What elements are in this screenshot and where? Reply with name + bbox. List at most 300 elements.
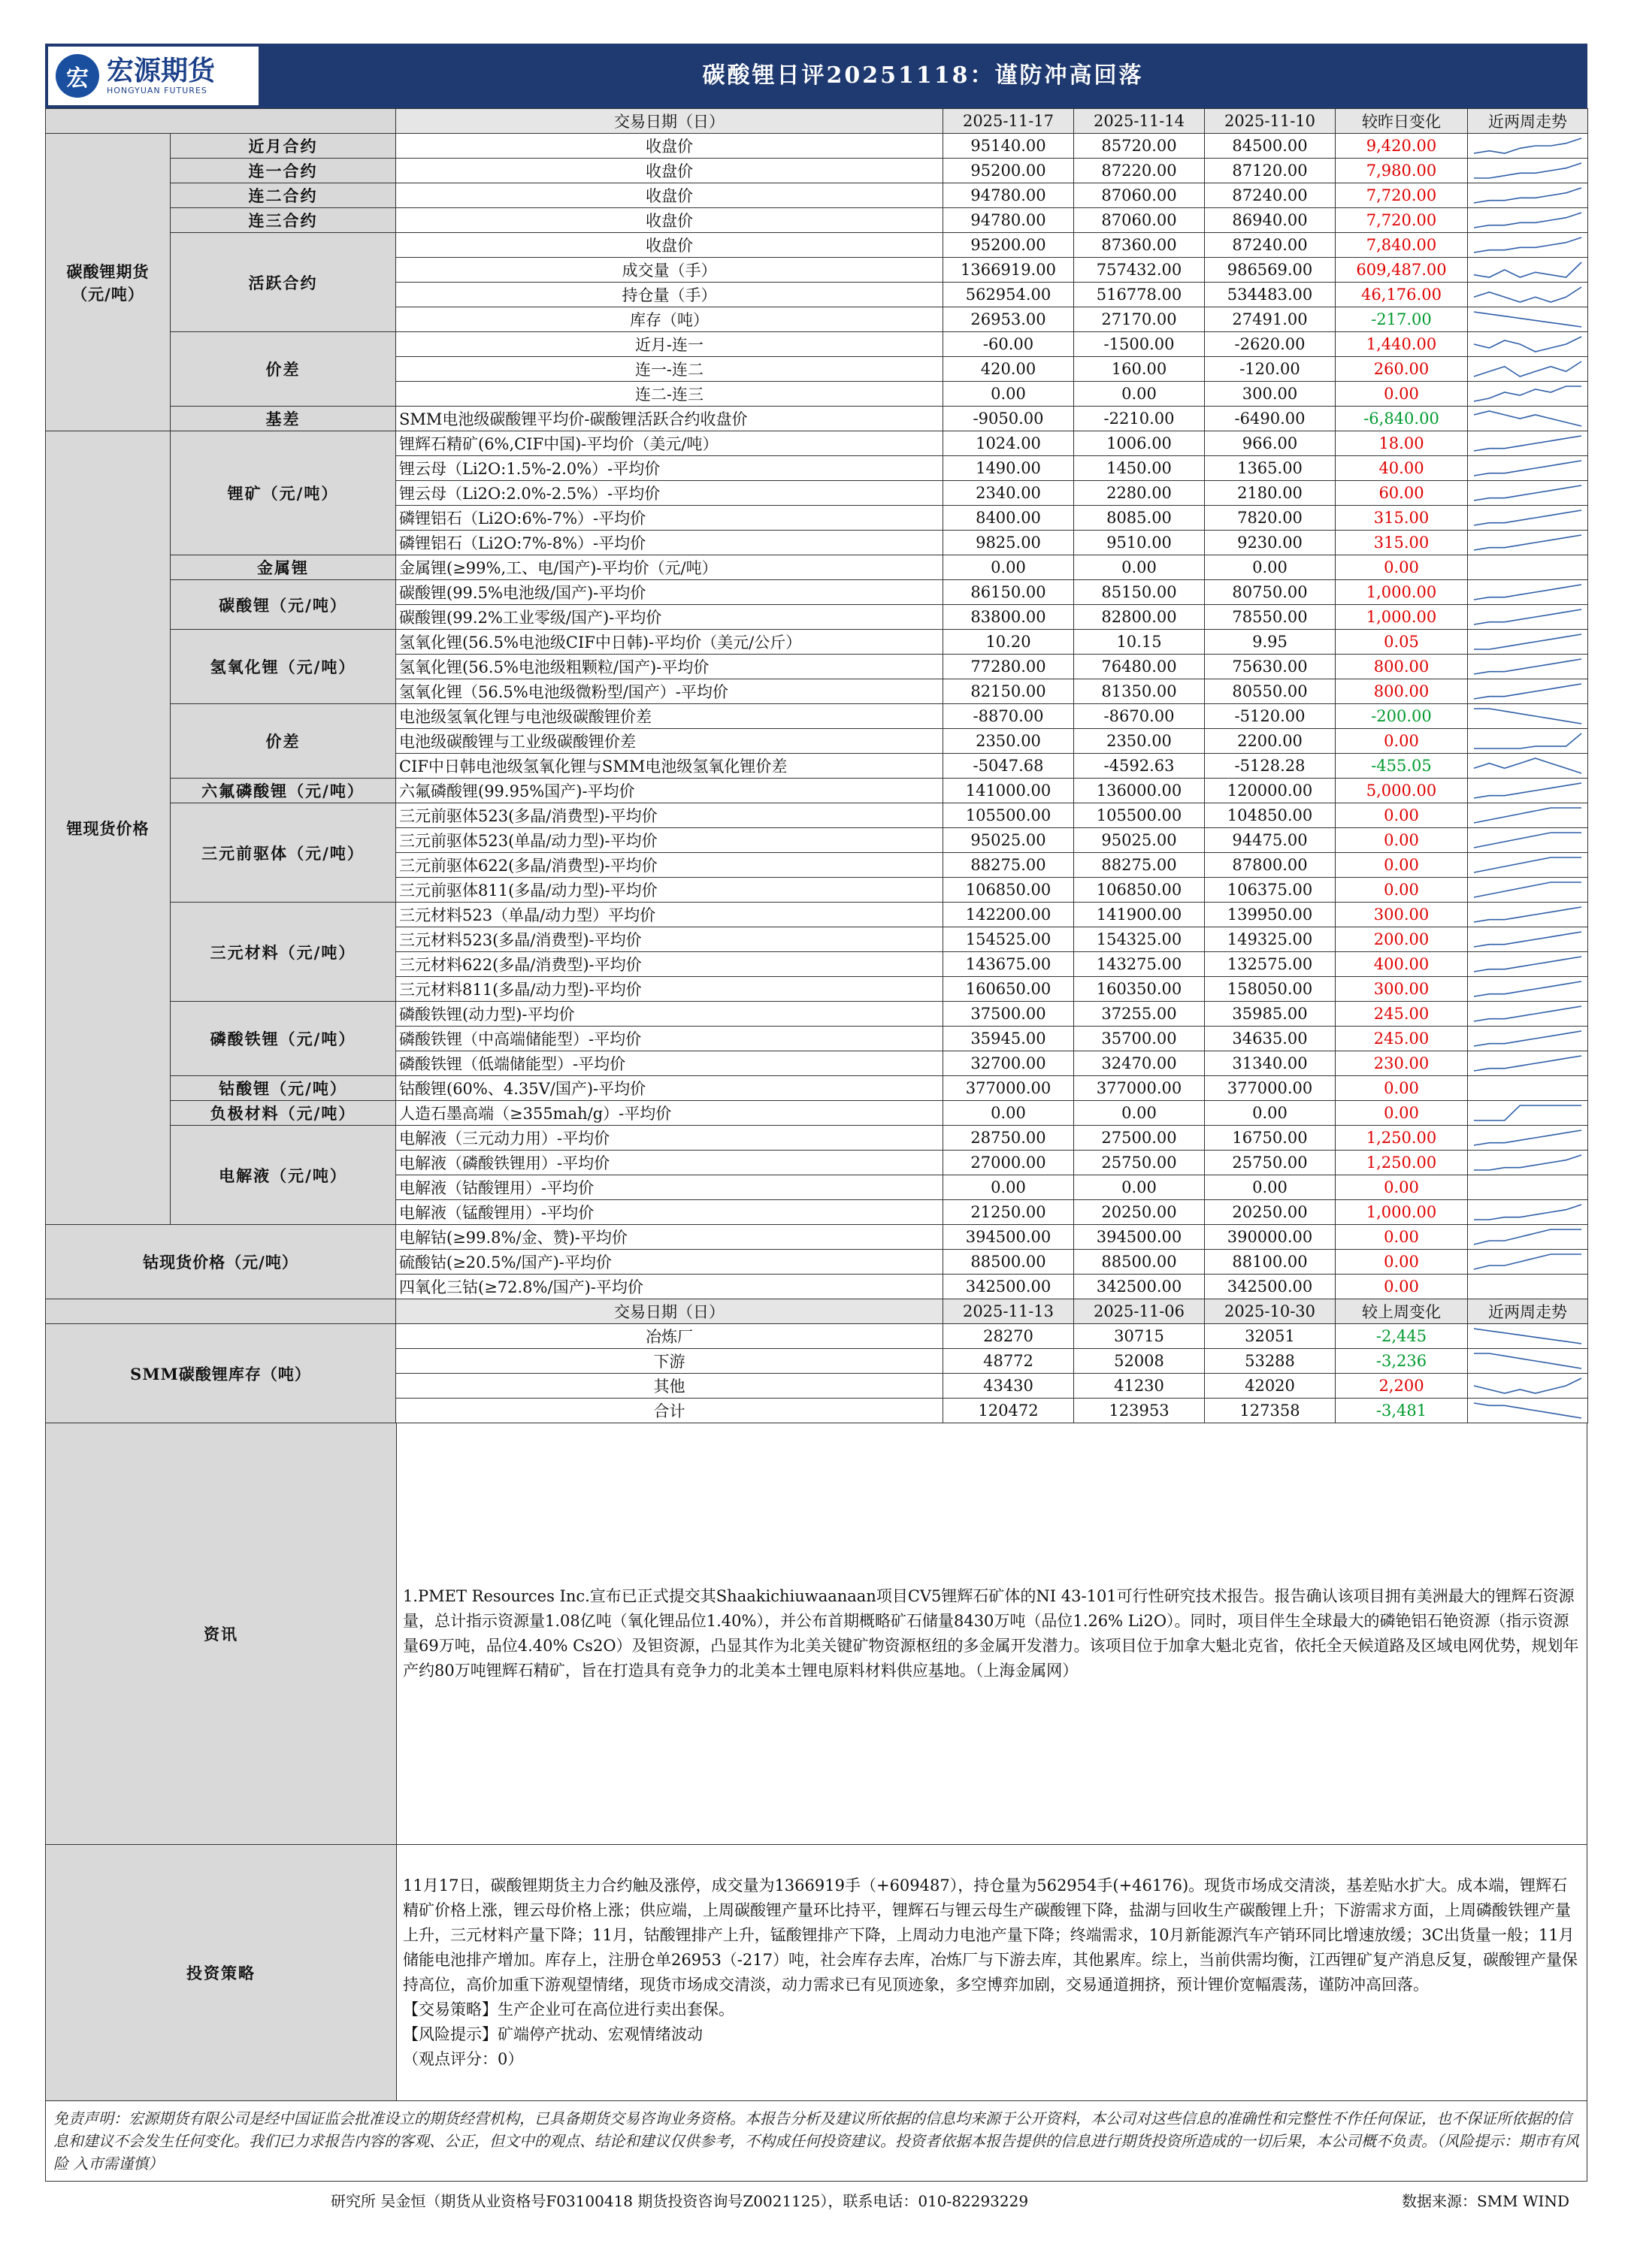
value-cell: 10.20 (943, 630, 1074, 655)
table-row (46, 407, 1588, 431)
value-cell: 87800.00 (1205, 853, 1336, 878)
trend-sparkline (1468, 729, 1588, 754)
indicator-name: 磷酸铁锂（低端储能型）-平均价 (396, 1051, 943, 1076)
value-cell: 21250.00 (943, 1200, 1074, 1225)
value-cell: 87220.00 (1074, 159, 1205, 183)
news-text: 1.PMET Resources Inc.宣布已正式提交其Shaakichiuwaanaan项目CV5锂辉石矿体的NI 43-101可行性研究技术报告。报告确认该项目拥有美洲最大的锂辉石资源量，总计指示资源量1.08亿吨（氧化锂品位1.40%），并公布首期概略矿石储量8430万吨（品位1.26% Li2O）。同时，项目伴生全球最大的磷铯铝石铯资源（指示资源量69万吨，品位4.40% Cs2O）及钽资源，凸显其作为北美关键矿物资源枢纽的多金属开发潜力。该项目位于加拿大魁北克省，依托全天候道路及区域电网优势，规划年产约80万吨锂辉石精矿，旨在打造具有竞争力的北美本土锂电原料材料供应基地。（上海金属网） (403, 1587, 1579, 1680)
trend-sparkline (1468, 878, 1588, 903)
sparkline-path (1474, 535, 1581, 550)
value-cell: 394500.00 (1074, 1225, 1205, 1250)
value-cell: 48772 (943, 1349, 1074, 1374)
value-cell: 75630.00 (1205, 655, 1336, 679)
value-cell: 516778.00 (1074, 283, 1205, 307)
sparkline-path (1474, 213, 1581, 228)
trend-sparkline (1468, 1151, 1588, 1175)
value-cell: 377000.00 (943, 1076, 1074, 1101)
trend-sparkline (1468, 506, 1588, 531)
indicator-name: 人造石墨高端（≥355mah/g）-平均价 (396, 1101, 943, 1126)
trend-sparkline (1468, 1051, 1588, 1076)
header-blank (46, 109, 396, 134)
indicator-name: 电解液（磷酸铁锂用）-平均价 (396, 1151, 943, 1175)
indicator-name: 三元材料811(多晶/动力型)-平均价 (396, 977, 943, 1002)
value-cell: 35700.00 (1074, 1027, 1205, 1051)
indicator-name: 磷锂铝石（Li2O:7%-8%）-平均价 (396, 531, 943, 555)
group-label: 连一合约 (171, 159, 396, 183)
value-cell: 52008 (1074, 1349, 1205, 1374)
value-cell: 94780.00 (943, 208, 1074, 233)
value-cell: 86940.00 (1205, 208, 1336, 233)
trend-sparkline (1468, 903, 1588, 927)
trend-sparkline (1468, 655, 1588, 679)
value-cell: 42020 (1205, 1374, 1336, 1399)
indicator-name: 钴酸锂(60%、4.35V/国产)-平均价 (396, 1076, 943, 1101)
value-cell: 27491.00 (1205, 307, 1336, 332)
company-logo (48, 47, 259, 105)
sparkline-path (1474, 1353, 1581, 1368)
table-row (46, 580, 1588, 605)
sparkline-path (1474, 1378, 1581, 1393)
sparkline-path (1474, 1105, 1581, 1120)
change-cell: 0.00 (1336, 1225, 1468, 1250)
value-cell: 106850.00 (1074, 878, 1205, 903)
value-cell: 154325.00 (1074, 927, 1205, 952)
indicator-name: CIF中日韩电池级氢氧化锂与SMM电池级氢氧化锂价差 (396, 754, 943, 779)
value-cell: 88275.00 (1074, 853, 1205, 878)
table-row (46, 903, 1588, 927)
indicator-name: 收盘价 (396, 233, 943, 258)
trend-sparkline (1468, 927, 1588, 952)
change-cell: 0.00 (1336, 803, 1468, 828)
value-cell: 143675.00 (943, 952, 1074, 977)
trend-sparkline (1468, 1275, 1588, 1299)
value-cell: 9510.00 (1074, 531, 1205, 555)
change-cell: 300.00 (1336, 977, 1468, 1002)
value-cell: -5128.28 (1205, 754, 1336, 779)
value-cell: 139950.00 (1205, 903, 1336, 927)
group-label: 基差 (171, 407, 396, 431)
change-cell: 0.00 (1336, 1250, 1468, 1275)
value-cell: 104850.00 (1205, 803, 1336, 828)
trend-sparkline (1468, 159, 1588, 183)
indicator-name: 锂辉石精矿(6%,CIF中国)-平均价（美元/吨） (396, 431, 943, 456)
trend-sparkline (1468, 1101, 1588, 1126)
change-cell: 0.00 (1336, 1275, 1468, 1299)
sparkline-path (1474, 709, 1581, 724)
value-cell: 1006.00 (1074, 431, 1205, 456)
value-cell: 106850.00 (943, 878, 1074, 903)
value-cell: 87120.00 (1205, 159, 1336, 183)
sparkline-path (1474, 436, 1581, 451)
price-table (45, 108, 1588, 1423)
value-cell: 966.00 (1205, 431, 1336, 456)
trend-sparkline (1468, 555, 1588, 580)
trend-sparkline (1468, 283, 1588, 307)
sparkline-path (1474, 138, 1581, 153)
value-cell: 342500.00 (1205, 1275, 1336, 1299)
value-cell: 20250.00 (1205, 1200, 1336, 1225)
trend-sparkline (1468, 1324, 1588, 1349)
table-row (46, 134, 1588, 159)
disclaimer: 免责声明：宏源期货有限公司是经中国证监会批准设立的期货经营机构，已具备期货交易咨询业务资格。本报告分析及建议所依据的信息均来源于公开资料，本公司对这些信息的准确性和完整性不作任何保证，也不保证所依据的信息和建议不会发生任何变化。我们已力求报告内容的客观、公正，但文中的观点、结论和建议仅供参考，不构成任何投资建议。投资者依据本报告提供的信息进行期货投资所造成的一切后果，本公司概不负责。（风险提示：期市有风险 入市需谨慎） (45, 2101, 1587, 2182)
value-cell: -2210.00 (1074, 407, 1205, 431)
group-label: 六氟磷酸锂（元/吨） (171, 779, 396, 803)
sparkline-path (1474, 1403, 1581, 1418)
value-cell: 2350.00 (943, 729, 1074, 754)
value-cell: 757432.00 (1074, 258, 1205, 283)
value-cell: -60.00 (943, 332, 1074, 357)
sparkline-path (1474, 758, 1581, 773)
table-row (46, 630, 1588, 655)
sparkline-path (1474, 659, 1581, 674)
value-cell: 0.00 (1205, 1101, 1336, 1126)
value-cell: 25750.00 (1074, 1151, 1205, 1175)
sparkline-path (1474, 1155, 1581, 1170)
change-cell: -2,445 (1336, 1324, 1468, 1349)
trend-sparkline (1468, 183, 1588, 208)
news-label: 资讯 (46, 1423, 397, 1844)
table-row (46, 1324, 1588, 1349)
change-cell: 800.00 (1336, 655, 1468, 679)
value-cell: -1500.00 (1074, 332, 1205, 357)
value-cell: 87060.00 (1074, 183, 1205, 208)
change-cell: 1,250.00 (1336, 1126, 1468, 1151)
value-cell: 420.00 (943, 357, 1074, 382)
value-cell: 120472 (943, 1399, 1074, 1423)
table-row (46, 183, 1588, 208)
value-cell: -5120.00 (1205, 704, 1336, 729)
sparkline-path (1474, 485, 1581, 500)
indicator-name: 电池级碳酸锂与工业级碳酸锂价差 (396, 729, 943, 754)
indicator-name: 收盘价 (396, 208, 943, 233)
value-cell: 88500.00 (943, 1250, 1074, 1275)
table-row (46, 332, 1588, 357)
group-label: 价差 (171, 704, 396, 779)
value-cell: 9.95 (1205, 630, 1336, 655)
indicator-name: 收盘价 (396, 159, 943, 183)
value-cell: 0.00 (1074, 555, 1205, 580)
category-label: 碳酸锂期货（元/吨） (46, 134, 171, 431)
category-label: SMM碳酸锂库存（吨） (46, 1324, 396, 1423)
value-cell: 158050.00 (1205, 977, 1336, 1002)
footer (45, 2182, 1587, 2211)
sparkline-path (1474, 510, 1581, 525)
sparkline-path (1474, 163, 1581, 178)
change-cell: 300.00 (1336, 903, 1468, 927)
value-cell: 160350.00 (1074, 977, 1205, 1002)
value-cell: 83800.00 (943, 605, 1074, 630)
value-cell: 95200.00 (943, 233, 1074, 258)
indicator-name: 三元材料523(多晶/消费型)-平均价 (396, 927, 943, 952)
sparkline-path (1474, 386, 1581, 401)
indicator-name: 连二-连三 (396, 382, 943, 407)
group-label: 碳酸锂（元/吨） (171, 580, 396, 630)
value-cell: 143275.00 (1074, 952, 1205, 977)
change-cell: 400.00 (1336, 952, 1468, 977)
trend-sparkline (1468, 407, 1588, 431)
change-cell: 7,720.00 (1336, 183, 1468, 208)
value-cell: 0.00 (943, 1175, 1074, 1200)
value-cell: 85720.00 (1074, 134, 1205, 159)
group-label: 连三合约 (171, 208, 396, 233)
value-cell: 35985.00 (1205, 1002, 1336, 1027)
value-cell: 28270 (943, 1324, 1074, 1349)
sparkline-path (1474, 287, 1581, 302)
sparkline-path (1474, 237, 1581, 253)
indicator-name: 碳酸锂(99.5%电池级/国产)-平均价 (396, 580, 943, 605)
change-cell: 200.00 (1336, 927, 1468, 952)
strategy-score: （观点评分：0） (403, 2050, 524, 2068)
value-cell: -5047.68 (943, 754, 1074, 779)
group-label: 负极材料（元/吨） (171, 1101, 396, 1126)
value-cell: 31340.00 (1205, 1051, 1336, 1076)
value-cell: 37255.00 (1074, 1002, 1205, 1027)
trend-sparkline (1468, 332, 1588, 357)
trend-sparkline (1468, 1225, 1588, 1250)
value-cell: 136000.00 (1074, 779, 1205, 803)
trend-sparkline (1468, 1027, 1588, 1051)
table-row (46, 1101, 1588, 1126)
value-cell: 27500.00 (1074, 1126, 1205, 1151)
change-cell: 315.00 (1336, 506, 1468, 531)
change-cell: 2,200 (1336, 1374, 1468, 1399)
change-cell: 7,840.00 (1336, 233, 1468, 258)
indicator-name: 氢氧化锂（56.5%电池级微粉型/国产）-平均价 (396, 679, 943, 704)
strategy-label: 投资策略 (46, 1845, 397, 2100)
value-cell: 95200.00 (943, 159, 1074, 183)
value-cell: 0.00 (1074, 382, 1205, 407)
value-cell: 2180.00 (1205, 481, 1336, 506)
indicator-name: 锂云母（Li2O:2.0%-2.5%）-平均价 (396, 481, 943, 506)
table-row (46, 208, 1588, 233)
value-cell: -4592.63 (1074, 754, 1205, 779)
value-cell: 86150.00 (943, 580, 1074, 605)
group-label: 三元材料（元/吨） (171, 903, 396, 1002)
value-cell: 9230.00 (1205, 531, 1336, 555)
sparkline-path (1474, 461, 1581, 476)
value-cell: 20250.00 (1074, 1200, 1205, 1225)
change-cell: 609,487.00 (1336, 258, 1468, 283)
change-cell: 0.00 (1336, 729, 1468, 754)
value-cell: 95025.00 (943, 828, 1074, 853)
change-cell: 60.00 (1336, 481, 1468, 506)
indicator-name: 磷酸铁锂(动力型)-平均价 (396, 1002, 943, 1027)
indicator-name: 磷酸铁锂（中高端储能型）-平均价 (396, 1027, 943, 1051)
table-row (46, 233, 1588, 258)
indicator-name: 金属锂(≥99%,工、电/国产)-平均价（元/吨） (396, 555, 943, 580)
trend-sparkline (1468, 258, 1588, 283)
change-cell: 245.00 (1336, 1027, 1468, 1051)
table-row (46, 555, 1588, 580)
column-header: 2025-11-13 (943, 1299, 1074, 1324)
indicator-name: 磷锂铝石（Li2O:6%-7%）-平均价 (396, 506, 943, 531)
change-cell: -200.00 (1336, 704, 1468, 729)
value-cell: 7820.00 (1205, 506, 1336, 531)
category-label: 钴现货价格（元/吨） (46, 1225, 396, 1299)
sparkline-path (1474, 361, 1581, 376)
indicator-name: 四氧化三钴(≥72.8%/国产)-平均价 (396, 1275, 943, 1299)
header-blank (46, 1299, 396, 1324)
indicator-name: 锂云母（Li2O:1.5%-2.0%）-平均价 (396, 456, 943, 481)
value-cell: 0.00 (1074, 1101, 1205, 1126)
trend-sparkline (1468, 134, 1588, 159)
value-cell: 154525.00 (943, 927, 1074, 952)
report-page (45, 44, 1587, 2211)
value-cell: 127358 (1205, 1399, 1336, 1423)
value-cell: 160650.00 (943, 977, 1074, 1002)
value-cell: 32470.00 (1074, 1051, 1205, 1076)
strategy-risk: 【风险提示】矿端停产扰动、宏观情绪波动 (403, 2025, 703, 2043)
column-header: 2025-11-17 (943, 109, 1074, 134)
strategy-text: 11月17日，碳酸锂期货主力合约触及涨停，成交量为1366919手（+609487），持仓量为562954手(+46176)。现货市场成交清淡，基差贴水扩大。成本端，锂辉石精矿价格上涨，锂云母价格上涨；供应端，上周碳酸锂产量环比持平，锂辉石与锂云母生产碳酸锂下降，盐湖与回收生产碳酸锂上升；下游需求方面，上周磷酸铁锂产量上升，三元材料产量下降；11月，钴酸锂排产上升，锰酸锂排产下降，上周动力电池产量下降；终端需求，10月新能源汽车产销环同比增速放缓；3C出货量一般；11月储能电池排产增加。库存上，注册仓单26953（-217）吨，社会库存去库，冶炼厂与下游去库，其他累库。综上，当前供需均衡，江西锂矿复产消息反复，碳酸锂产量保持高位，高价加重下游观望情绪，现货市场成交清淡，动力需求已有见顶迹象，多空博弈加剧，交易通道拥挤，预计锂价宽幅震荡，谨防冲高回落。 (403, 1876, 1578, 1994)
sparkline-path (1474, 1329, 1581, 1344)
sparkline-path (1474, 312, 1581, 327)
group-label: 金属锂 (171, 555, 396, 580)
value-cell: 95140.00 (943, 134, 1074, 159)
trend-sparkline (1468, 1002, 1588, 1027)
trend-sparkline (1468, 1399, 1588, 1423)
indicator-name: 库存（吨） (396, 307, 943, 332)
value-cell: 1450.00 (1074, 456, 1205, 481)
trend-sparkline (1468, 779, 1588, 803)
change-cell: 1,000.00 (1336, 605, 1468, 630)
indicator-name: 三元前驱体523(多晶/消费型)-平均价 (396, 803, 943, 828)
sparkline-path (1474, 1056, 1581, 1071)
indicator-name: 电解液（三元动力用）-平均价 (396, 1126, 943, 1151)
trend-sparkline (1468, 853, 1588, 878)
group-label: 价差 (171, 332, 396, 407)
value-cell: 25750.00 (1205, 1151, 1336, 1175)
trend-sparkline (1468, 679, 1588, 704)
group-label: 连二合约 (171, 183, 396, 208)
table-row (46, 779, 1588, 803)
change-cell: 0.00 (1336, 555, 1468, 580)
indicator-name: 下游 (396, 1349, 943, 1374)
value-cell: 120000.00 (1205, 779, 1336, 803)
change-cell: -3,481 (1336, 1399, 1468, 1423)
value-cell: 88100.00 (1205, 1250, 1336, 1275)
value-cell: 30715 (1074, 1324, 1205, 1349)
indicator-name: SMM电池级碳酸锂平均价-碳酸锂活跃合约收盘价 (396, 407, 943, 431)
change-cell: -455.05 (1336, 754, 1468, 779)
change-cell: 800.00 (1336, 679, 1468, 704)
report-header (45, 44, 1587, 108)
indicator-name: 三元材料622(多晶/消费型)-平均价 (396, 952, 943, 977)
change-cell: 315.00 (1336, 531, 1468, 555)
value-cell: 82150.00 (943, 679, 1074, 704)
value-cell: 0.00 (1205, 1175, 1336, 1200)
change-cell: 1,250.00 (1336, 1151, 1468, 1175)
change-cell: 0.00 (1336, 828, 1468, 853)
value-cell: 88275.00 (943, 853, 1074, 878)
change-cell: 1,440.00 (1336, 332, 1468, 357)
indicator-name: 成交量（手） (396, 258, 943, 283)
change-cell: 7,720.00 (1336, 208, 1468, 233)
value-cell: 149325.00 (1205, 927, 1336, 952)
change-cell: -217.00 (1336, 307, 1468, 332)
value-cell: 32051 (1205, 1324, 1336, 1349)
change-cell: 1,000.00 (1336, 1200, 1468, 1225)
value-cell: 2280.00 (1074, 481, 1205, 506)
sparkline-path (1474, 833, 1581, 848)
value-cell: -8670.00 (1074, 704, 1205, 729)
category-label: 锂现货价格 (46, 431, 171, 1225)
trend-sparkline (1468, 1374, 1588, 1399)
value-cell: 2350.00 (1074, 729, 1205, 754)
indicator-name: 三元前驱体523(单晶/动力型)-平均价 (396, 828, 943, 853)
sparkline-path (1474, 1254, 1581, 1269)
value-cell: 32700.00 (943, 1051, 1074, 1076)
indicator-name: 合计 (396, 1399, 943, 1423)
column-header: 2025-11-06 (1074, 1299, 1205, 1324)
value-cell: 0.00 (943, 1101, 1074, 1126)
trend-sparkline (1468, 233, 1588, 258)
trend-sparkline (1468, 977, 1588, 1002)
value-cell: 81350.00 (1074, 679, 1205, 704)
change-cell: 245.00 (1336, 1002, 1468, 1027)
value-cell: -2620.00 (1205, 332, 1336, 357)
value-cell: 80550.00 (1205, 679, 1336, 704)
value-cell: 87060.00 (1074, 208, 1205, 233)
value-cell: 394500.00 (943, 1225, 1074, 1250)
indicator-name: 三元材料523（单晶/动力型）平均价 (396, 903, 943, 927)
value-cell: 16750.00 (1205, 1126, 1336, 1151)
value-cell: 87240.00 (1205, 183, 1336, 208)
change-cell: 0.00 (1336, 382, 1468, 407)
indicator-name: 电解钴(≥99.8%/金、赞)-平均价 (396, 1225, 943, 1250)
group-label: 电解液（元/吨） (171, 1126, 396, 1225)
value-cell: 160.00 (1074, 357, 1205, 382)
value-cell: 141000.00 (943, 779, 1074, 803)
sparkline-path (1474, 932, 1581, 947)
strategy-section (45, 1845, 1587, 2101)
indicator-name: 碳酸锂(99.2%工业零级/国产)-平均价 (396, 605, 943, 630)
sparkline-path (1474, 1130, 1581, 1145)
column-header: 2025-11-14 (1074, 109, 1205, 134)
value-cell: 132575.00 (1205, 952, 1336, 977)
value-cell: 84500.00 (1205, 134, 1336, 159)
value-cell: 0.00 (1074, 1175, 1205, 1200)
trend-sparkline (1468, 431, 1588, 456)
column-header: 近两周走势 (1468, 1299, 1588, 1324)
table-row (46, 803, 1588, 828)
change-cell: 260.00 (1336, 357, 1468, 382)
value-cell: 106375.00 (1205, 878, 1336, 903)
sparkline-path (1474, 783, 1581, 798)
column-header: 近两周走势 (1468, 109, 1588, 134)
value-cell: 43430 (943, 1374, 1074, 1399)
change-cell: 230.00 (1336, 1051, 1468, 1076)
indicator-name: 三元前驱体811(多晶/动力型)-平均价 (396, 878, 943, 903)
value-cell: 87240.00 (1205, 233, 1336, 258)
change-cell: 9,420.00 (1336, 134, 1468, 159)
sparkline-path (1474, 262, 1581, 277)
sparkline-path (1474, 1031, 1581, 1046)
sparkline-path (1474, 957, 1581, 972)
sparkline-path (1474, 808, 1581, 823)
trend-sparkline (1468, 456, 1588, 481)
value-cell: 35945.00 (943, 1027, 1074, 1051)
value-cell: 82800.00 (1074, 605, 1205, 630)
value-cell: 1366919.00 (943, 258, 1074, 283)
trend-sparkline (1468, 1175, 1588, 1200)
value-cell: 377000.00 (1205, 1076, 1336, 1101)
sparkline-path (1474, 1205, 1581, 1220)
change-cell: 0.05 (1336, 630, 1468, 655)
value-cell: 390000.00 (1205, 1225, 1336, 1250)
sparkline-path (1474, 733, 1581, 748)
indicator-name: 电解液（锰酸锂用）-平均价 (396, 1200, 943, 1225)
column-header: 较昨日变化 (1336, 109, 1468, 134)
